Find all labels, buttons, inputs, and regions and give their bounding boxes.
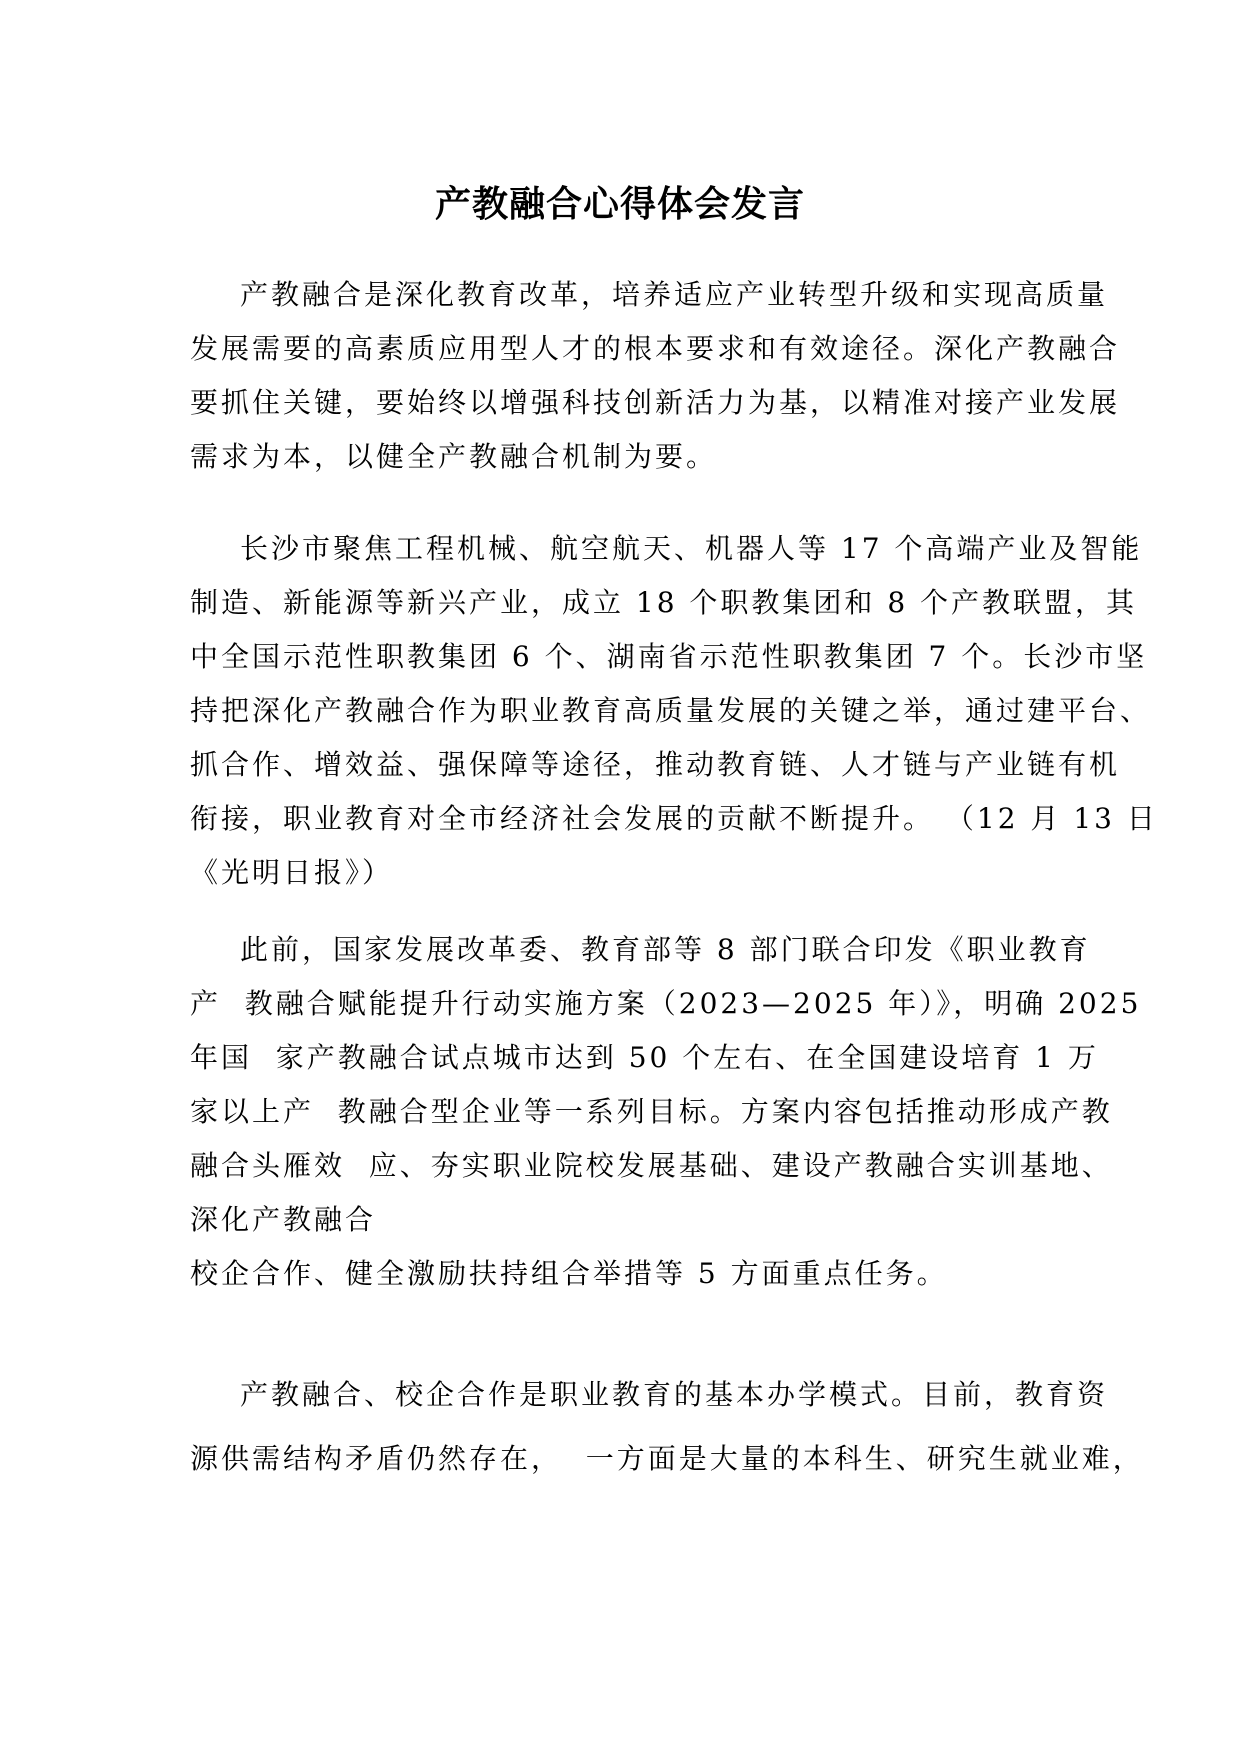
paragraph-line: 要抓住关键，要始终以增强科技创新活力为基，以精准对接产业发展 bbox=[190, 386, 1121, 419]
paragraph-line: 此前，国家发展改革委、教育部等 8 部门联合印发《职业教育 bbox=[240, 933, 1091, 966]
paragraph-line: 源供需结构矛盾仍然存在， 一方面是大量的本科生、研究生就业难， bbox=[190, 1442, 1144, 1475]
paragraph-line: 产教融合是深化教育改革，培养适应产业转型升级和实现高质量 bbox=[240, 278, 1109, 311]
paragraph-line: 制造、新能源等新兴产业，成立 18 个职教集团和 8 个产教联盟，其 bbox=[190, 586, 1138, 619]
paragraph-line: 需求为本，以健全产教融合机制为要。 bbox=[190, 440, 718, 473]
paragraph-1 bbox=[190, 268, 1121, 484]
paragraph-line: 校企合作、健全激励扶持组合举措等 5 方面重点任务。 bbox=[190, 1257, 948, 1290]
paragraph-line: 产教融合、校企合作是职业教育的基本办学模式。目前，教育资 bbox=[240, 1378, 1109, 1411]
paragraph-line: 家以上产 教融合型企业等一系列目标。方案内容包括推动形成产教 bbox=[190, 1095, 1113, 1128]
document-title: 产教融合心得体会发言 bbox=[434, 183, 805, 225]
paragraph-line: 《光明日报》） bbox=[190, 856, 394, 889]
paragraph-line: 持把深化产教融合作为职业教育高质量发展的关键之举，通过建平台、 bbox=[190, 694, 1152, 727]
paragraph-2 bbox=[190, 522, 1158, 900]
paragraph-line: 深化产教融合 bbox=[190, 1203, 377, 1236]
paragraph-line: 长沙市聚焦工程机械、航空航天、机器人等 17 个高端产业及智能 bbox=[240, 532, 1143, 565]
paragraph-line: 中全国示范性职教集团 6 个、湖南省示范性职教集团 7 个。长沙市坚 bbox=[190, 640, 1148, 673]
paragraph-line: 年国 家产教融合试点城市达到 50 个左右、在全国建设培育 1 万 bbox=[190, 1041, 1099, 1074]
paragraph-line: 融合头雁效 应、夯实职业院校发展基础、建设产教融合实训基地、 bbox=[190, 1149, 1113, 1182]
paragraph-line: 抓合作、增效益、强保障等途径，推动教育链、人才链与产业链有机 bbox=[190, 748, 1121, 781]
paragraph-line: 产 教融合赋能提升行动实施方案（2023—2025 年）》，明确 2025 bbox=[190, 987, 1142, 1020]
paragraph-4 bbox=[190, 1363, 1144, 1491]
paragraph-line: 发展需要的高素质应用型人才的根本要求和有效途径。深化产教融合 bbox=[190, 332, 1121, 365]
paragraph-line: 衔接，职业教育对全市经济社会发展的贡献不断提升。 （12 月 13 日 bbox=[190, 802, 1158, 835]
paragraph-3 bbox=[190, 923, 1142, 1301]
